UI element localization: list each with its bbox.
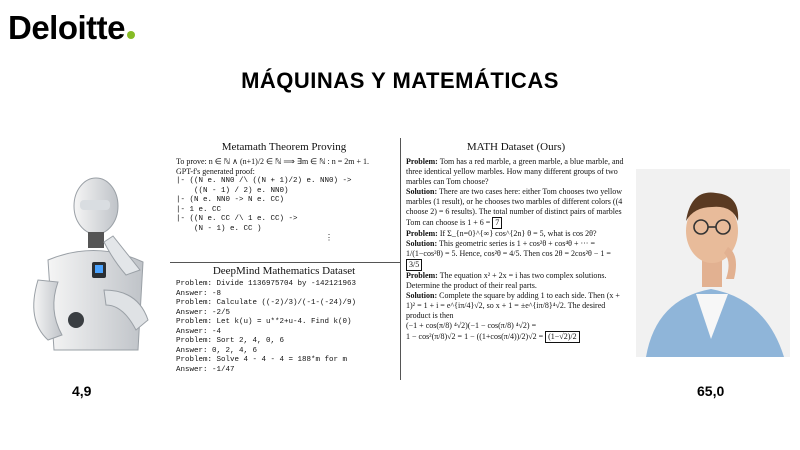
deepmind-section	[170, 264, 398, 375]
problem-1	[406, 157, 626, 187]
metamath-title: Metamath Theorem Proving	[221, 141, 347, 153]
horizontal-divider	[170, 262, 400, 263]
solution-text: This geometric series is 1 + cos²θ + cos⁴θ + ··· = 1/(1−cos²θ) = 5. Hence, cos²θ = 4/5. Then cos 2θ = 2cos²θ − 1 =	[406, 239, 611, 258]
problem-text: The equation x² + 2x = i has two complex solutions. Determine the product of their real parts.	[406, 271, 607, 290]
problem-3	[406, 271, 626, 291]
solution-text: 1 − cos²(π/8)√2 = 1 − ((1+cos(π/4))/2)√2 =	[406, 332, 544, 341]
left-score: 4,9	[72, 383, 92, 399]
problem-2	[406, 229, 626, 239]
solution-3-line-1: (−1 + cos(π/8) ⁴√2)(−1 − cos(π/8) ⁴√2) =	[406, 321, 537, 330]
problem-label: Problem:	[406, 271, 438, 280]
metamath-prove: To prove: n ∈ ℕ ∧ (n+1)/2 ∈ ℕ ⟹ ∃m ∈ ℕ : n = 2m + 1.	[176, 157, 370, 166]
problem-label: Problem:	[406, 229, 438, 238]
right-score: 65,0	[697, 383, 725, 399]
metamath-section	[170, 138, 398, 242]
proof-ellipsis: ⋮	[325, 233, 333, 242]
paper-excerpt-panel	[170, 138, 626, 380]
deepmind-title: DeepMind Mathematics Dataset	[212, 265, 356, 277]
solution-3	[406, 291, 626, 321]
problem-text: If Σ_{n=0}^{∞} cos^{2n} θ = 5, what is cos 2θ?	[439, 229, 597, 238]
solution-2	[406, 239, 626, 271]
dm-line: Answer: -4	[176, 327, 222, 336]
deloitte-logo	[8, 8, 135, 48]
math-dataset-title: MATH Dataset (Ours)	[466, 141, 566, 153]
proof-line: (N - 1) e. CC )	[176, 224, 262, 233]
dm-line: Problem: Divide 1136975704 by -142121963	[176, 280, 357, 288]
brand-name: Deloitte	[8, 9, 126, 46]
dm-line: Problem: Sort 2, 4, 0, 6	[176, 337, 285, 345]
dm-line: Answer: 0, 2, 4, 6	[176, 346, 258, 355]
proof-line: |- (N e. NN0 -> N e. CC)	[176, 196, 285, 204]
dm-line: Problem: Calculate ((-2)/3)/(-1-(-24)/9)	[176, 299, 357, 307]
page-title: MÁQUINAS Y MATEMÁTICAS	[241, 68, 559, 93]
dm-line: Answer: -1/47	[176, 365, 235, 374]
metamath-proof-label: GPT-f's generated proof:	[176, 167, 255, 176]
dm-line: Problem: Let k(u) = u**2+u-4. Find k(0)	[176, 318, 352, 326]
thinking-robot-image	[18, 170, 163, 360]
solution-text: Complete the square by adding 1 to each side. Then (x + 1)² = 1 + i = e^{iπ/4}√2, so x + 1 = ±e^{iπ/8}⁴√2. The desired product is then	[406, 291, 620, 320]
proof-line: |- 1 e. CC	[176, 205, 222, 214]
boxed-answer: (1−√2)/2	[545, 331, 579, 343]
proof-line: |- ((N e. NN0 /\ ((N + 1)/2) e. NN0) ->	[176, 177, 352, 185]
problem-text: Tom has a red marble, a green marble, a blue marble, and three identical yellow marbles. How many different groups of two marbles can Tom choose?	[406, 157, 624, 186]
solution-label: Solution:	[406, 239, 438, 248]
dm-line: Answer: -2/5	[176, 308, 231, 317]
boxed-answer: 3/5	[406, 259, 422, 271]
brand-dot	[127, 31, 135, 39]
vertical-divider	[400, 138, 401, 380]
solution-label: Solution:	[406, 291, 438, 300]
solution-3-line-2	[406, 331, 626, 343]
problem-label: Problem:	[406, 157, 438, 166]
dm-line: Problem: Solve 4 - 4 - 4 = 188*m for m	[176, 356, 348, 364]
dm-line: Answer: -8	[176, 289, 222, 298]
boxed-answer: 7	[492, 217, 502, 229]
proof-line: ((N - 1) / 2) e. NN0)	[176, 186, 289, 195]
solution-text: There are two cases here: either Tom chooses two yellow marbles (1 result), or he chooses two marbles of different colors ((4 choose 2) = 6 results). The total number of distinct pairs of marbles Tom can choose is 1 + 6 =	[406, 187, 623, 227]
math-dataset-section	[406, 138, 626, 343]
proof-line: |- ((N e. CC /\ 1 e. CC) ->	[176, 215, 298, 223]
solution-1	[406, 187, 626, 229]
thinking-person-photo	[636, 169, 790, 357]
solution-label: Solution:	[406, 187, 438, 196]
